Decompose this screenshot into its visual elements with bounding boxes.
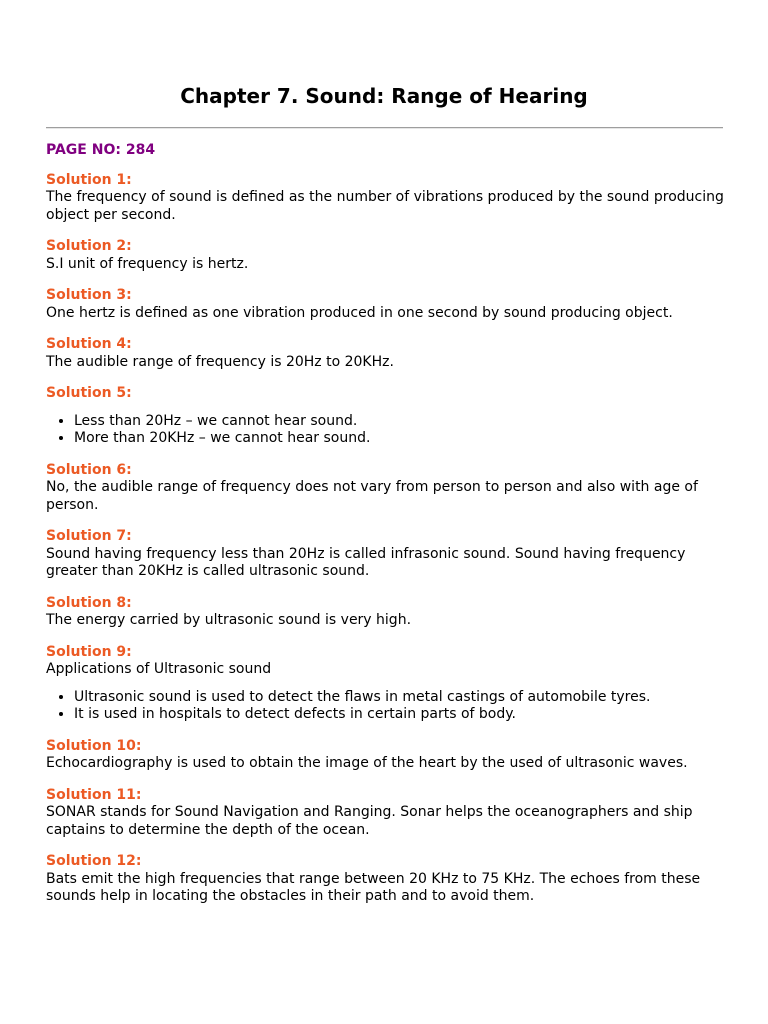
solution-3: [46, 287, 726, 322]
solution-label: Solution 3:: [46, 287, 132, 303]
solution-11: [46, 787, 726, 840]
solution-label: Solution 4:: [46, 336, 132, 352]
solution-label: Solution 10:: [46, 737, 142, 754]
list-item: • More than 20KHz – we cannot hear sound.: [74, 430, 726, 448]
solution-label: Solution 12:: [46, 853, 142, 869]
solution-label: Solution 7:: [46, 528, 132, 544]
solution-5: [46, 385, 726, 448]
solution-label: Solution 8:: [46, 594, 132, 611]
solution-text: No, the audible range of frequency does not vary from person to person and also with age of person.: [46, 479, 698, 513]
solution-label: Solution 2:: [46, 238, 132, 254]
list-item: • It is used in hospitals to detect defects in certain parts of body.: [74, 706, 726, 724]
solution-bullet-list: [46, 689, 726, 724]
solution-text: Echocardiography is used to obtain the image of the heart by the used of ultrasonic waves.: [46, 755, 688, 771]
solution-bullet-list: [46, 413, 726, 448]
list-item: • Ultrasonic sound is used to detect the flaws in metal castings of automobile tyres.: [74, 689, 726, 707]
solution-text: The energy carried by ultrasonic sound is very high.: [46, 612, 412, 628]
solution-text: SONAR stands for Sound Navigation and Ranging. Sonar helps the oceanographers and ship captains to determine the depth of the ocean.: [46, 804, 693, 838]
solution-text: Sound having frequency less than 20Hz is called infrasonic sound. Sound having frequency greater than 20KHz is called ultrasonic sound.: [46, 545, 686, 579]
solution-8: [46, 595, 726, 630]
page-title: Chapter 7. Sound: Range of Hearing: [180, 84, 588, 108]
list-item: • Less than 20Hz – we cannot hear sound.: [74, 413, 726, 431]
solution-label: Solution 11:: [46, 786, 142, 803]
title-divider: [46, 127, 723, 129]
solution-label: Solution 9:: [46, 643, 132, 660]
solutions-content: [46, 142, 726, 920]
solution-text: Applications of Ultrasonic sound: [46, 661, 272, 677]
solution-text: S.I unit of frequency is hertz.: [46, 255, 249, 272]
solution-6: [46, 462, 726, 515]
solution-10: [46, 738, 726, 773]
page-number: PAGE NO: 284: [46, 142, 156, 158]
solution-label: Solution 6:: [46, 461, 132, 478]
solution-4: [46, 336, 726, 371]
solution-label: Solution 5:: [46, 385, 132, 401]
solution-text: Bats emit the high frequencies that range between 20 KHz to 75 KHz. The echoes from these sounds help in locating the obstacles in their path and to avoid them.: [46, 870, 701, 904]
solution-1: [46, 172, 726, 225]
solution-9: [46, 644, 726, 724]
solution-label: Solution 1:: [46, 171, 132, 188]
solution-text: The frequency of sound is defined as the number of vibrations produced by the sound producing object per second.: [46, 189, 724, 223]
solution-12: [46, 853, 726, 906]
solution-2: [46, 238, 726, 273]
solution-text: The audible range of frequency is 20Hz to 20KHz.: [46, 353, 394, 370]
solution-7: [46, 528, 726, 581]
solution-text: One hertz is defined as one vibration produced in one second by sound producing object.: [46, 304, 673, 321]
